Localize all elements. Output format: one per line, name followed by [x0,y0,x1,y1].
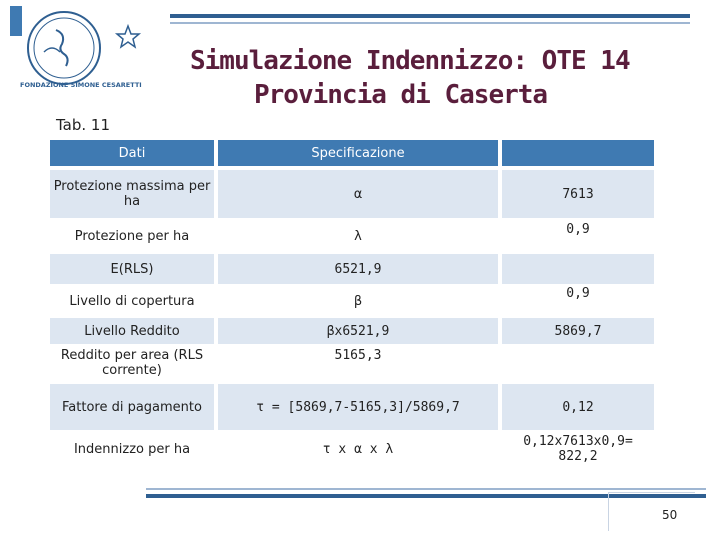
row-value: 0,12x7613x0,9= 822,2 [523,434,633,464]
page-title [190,44,690,112]
row-label: Reddito per area (RLS corrente) [60,348,204,378]
row-label: Protezione massima per ha [50,170,214,218]
row-value: 5869,7 [502,318,654,344]
row-spec: τ = [5869,7-5165,3]/5869,7 [218,384,498,430]
table-number: Tab. 11 [56,116,111,134]
row-spec: 6521,9 [218,254,498,284]
top-bar-thin [170,22,690,24]
row-label: E(RLS) [50,254,214,284]
top-bar-main [170,14,690,18]
row-label: Protezione per ha [74,228,190,244]
page-number-box [608,492,695,531]
header-specificazione: Specificazione [218,140,498,166]
row-label: Livello di copertura [69,293,195,309]
page-number: 50 [662,508,678,522]
row-label: Indennizzo per ha [73,441,191,457]
row-spec: β [353,293,363,309]
row-value: 0,9 [566,221,590,237]
title-line-2: Provincia di Caserta [254,80,548,110]
row-label: Fattore di pagamento [50,384,214,430]
row-spec: λ [354,228,362,244]
logo-text: FONDAZIONE SIMONE CESARETTI [20,81,142,89]
row-value: 0,9 [566,285,590,301]
row-value: 7613 [502,170,654,218]
row-spec: τ x α x λ [322,441,394,457]
row-spec: α [218,170,498,218]
row-label: Livello Reddito [50,318,214,344]
row-spec: βx6521,9 [218,318,498,344]
row-value: 0,12 [502,384,654,430]
bottom-bar-thin [146,488,706,490]
row-spec: 5165,3 [334,347,382,363]
header-valore [502,140,654,166]
title-line-1: Simulazione Indennizzo: OTE 14 [190,46,630,76]
foundation-logo [16,8,156,90]
row-value [502,346,654,380]
header-dati: Dati [50,140,214,166]
